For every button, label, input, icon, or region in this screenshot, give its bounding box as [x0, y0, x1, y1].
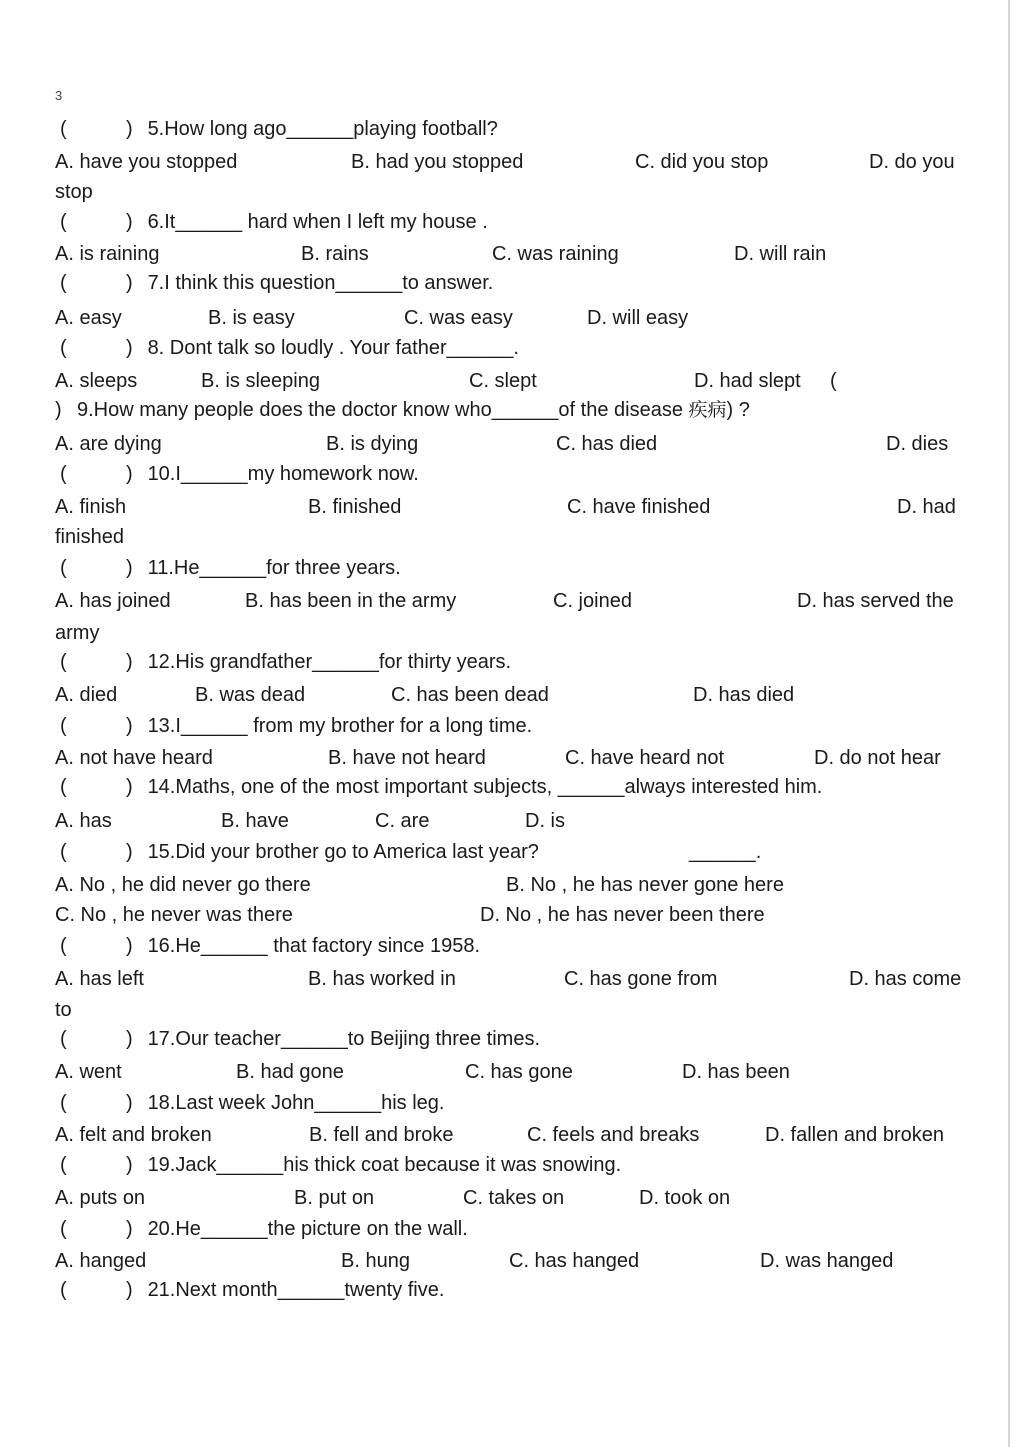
- answer-paren-close: ): [126, 935, 133, 957]
- answer-paren-close: ): [126, 651, 133, 673]
- option-a: A. has left: [55, 968, 144, 990]
- option-d: D. do you: [869, 151, 955, 173]
- option-a: A. puts on: [55, 1187, 146, 1209]
- option-c: C. did you stop: [635, 151, 769, 173]
- option-b: B. is dying: [326, 433, 419, 455]
- question-21: [60, 1278, 444, 1302]
- option-c: C. has hanged: [509, 1250, 640, 1272]
- answer-paren-close: ): [126, 1218, 133, 1240]
- answer-paren-open: (: [60, 715, 67, 737]
- option-d: D. No , he has never been there: [480, 904, 765, 926]
- question-16: [60, 934, 480, 958]
- option-a: A. hanged: [55, 1250, 147, 1272]
- option-c: C. takes on: [463, 1187, 565, 1209]
- option-c: C. has been dead: [391, 684, 549, 706]
- question-stem: 9.How many people does the doctor know who______of the disease: [77, 399, 689, 421]
- options-15-cd: [55, 903, 985, 927]
- options-14: [55, 809, 985, 833]
- question-13: [60, 714, 532, 738]
- option-b: B. is sleeping: [201, 370, 320, 392]
- option-d: D. took on: [639, 1187, 731, 1209]
- answer-paren-open: (: [60, 841, 67, 863]
- options-13: [55, 746, 985, 770]
- option-d-continuation: army: [55, 622, 100, 644]
- question-10: [60, 462, 419, 486]
- option-d: D. is: [525, 810, 565, 832]
- option-d: D. will rain: [734, 243, 827, 265]
- answer-paren-close: ): [126, 1028, 133, 1050]
- option-b: B. finished: [308, 496, 402, 518]
- answer-paren-open: (: [60, 1218, 67, 1240]
- answer-paren-close: ): [126, 841, 133, 863]
- options-18: [55, 1123, 985, 1147]
- option-d: D. had: [897, 496, 956, 518]
- option-d: D. fallen and broken: [765, 1124, 945, 1146]
- question-stem: 17.Our teacher______to Beijing three times.: [147, 1028, 541, 1050]
- question-11: [60, 556, 401, 580]
- option-a: A. have you stopped: [55, 151, 238, 173]
- option-c: C. have finished: [567, 496, 711, 518]
- option-b: B. have: [221, 810, 289, 832]
- options-17: [55, 1060, 985, 1084]
- question-stem: 5.How long ago______playing football?: [147, 118, 498, 140]
- option-a: A. went: [55, 1061, 122, 1083]
- question-19: [60, 1153, 621, 1177]
- option-d-continuation: finished: [55, 526, 124, 548]
- option-c: C. was raining: [492, 243, 619, 265]
- question-12: [60, 650, 511, 674]
- question-stem: 7.I think this question______to answer.: [147, 272, 494, 294]
- question-8: [60, 336, 519, 360]
- options-16: [55, 967, 985, 991]
- option-b: B. have not heard: [328, 747, 486, 769]
- option-a: A. finish: [55, 496, 127, 518]
- question-14: [60, 775, 822, 799]
- answer-paren-open: (: [60, 118, 67, 140]
- answer-paren-open: (: [60, 557, 67, 579]
- question-stem: 18.Last week John______his leg.: [147, 1092, 445, 1114]
- option-a: A. not have heard: [55, 747, 213, 769]
- question-stem: 20.He______the picture on the wall.: [147, 1218, 468, 1240]
- option-d: D. has died: [693, 684, 795, 706]
- answer-paren-open: (: [60, 1154, 67, 1176]
- option-d: D. has come: [849, 968, 962, 990]
- answer-paren-close: ): [126, 337, 133, 359]
- option-a: A. easy: [55, 307, 122, 329]
- answer-blank: ______.: [689, 841, 762, 863]
- answer-paren-close: ): [126, 715, 133, 737]
- option-c: C. was easy: [404, 307, 513, 329]
- option-b: B. is easy: [208, 307, 295, 329]
- answer-paren-close: ): [126, 1279, 133, 1301]
- question-15: [60, 840, 780, 864]
- question-stem: 13.I______ from my brother for a long time.: [147, 715, 533, 737]
- option-a: A. died: [55, 684, 118, 706]
- option-d: D. will easy: [587, 307, 689, 329]
- question-stem: 14.Maths, one of the most important subjects, ______always interested him.: [147, 776, 823, 798]
- chinese-gloss: 疾病: [688, 399, 727, 421]
- answer-paren-close: ): [126, 776, 133, 798]
- answer-paren-open: (: [60, 211, 67, 233]
- question-9: [55, 398, 750, 422]
- option-d: D. has been: [682, 1061, 790, 1083]
- answer-paren-close: ): [126, 557, 133, 579]
- question-stem: 15.Did your brother go to America last year?: [147, 841, 539, 863]
- options-20: [55, 1249, 985, 1273]
- option-c: C. joined: [553, 590, 632, 612]
- answer-paren-close: ): [126, 272, 133, 294]
- options-5: [55, 150, 985, 174]
- answer-paren-open: (: [60, 651, 67, 673]
- answer-paren-open: (: [60, 272, 67, 294]
- option-d-continuation: to: [55, 999, 72, 1021]
- question-17: [60, 1027, 540, 1051]
- option-b: B. was dead: [195, 684, 306, 706]
- option-d: D. has served the: [797, 590, 954, 612]
- options-19: [55, 1186, 985, 1210]
- question-18: [60, 1091, 444, 1115]
- answer-paren-close: ): [55, 399, 62, 421]
- page-number: 3: [55, 88, 63, 103]
- option-b: B. rains: [301, 243, 369, 265]
- option-a: A. No , he did never go there: [55, 874, 311, 896]
- option-c: C. No , he never was there: [55, 904, 293, 926]
- options-12: [55, 683, 985, 707]
- question-stem: 12.His grandfather______for thirty years.: [147, 651, 512, 673]
- option-b: B. hung: [341, 1250, 410, 1272]
- question-6: [60, 210, 488, 234]
- answer-paren-open: (: [60, 463, 67, 485]
- answer-paren-open: (: [60, 776, 67, 798]
- option-c: C. has died: [556, 433, 658, 455]
- option-c: C. feels and breaks: [527, 1124, 700, 1146]
- question-stem: 10.I______my homework now.: [147, 463, 419, 485]
- answer-paren-close: ): [126, 1154, 133, 1176]
- answer-paren-open: (: [60, 935, 67, 957]
- options-11: [55, 589, 985, 613]
- option-c: C. are: [375, 810, 430, 832]
- answer-paren-open: (: [60, 337, 67, 359]
- question-stem-end: ) ?: [726, 399, 750, 421]
- option-a: A. sleeps: [55, 370, 138, 392]
- question-stem: 8. Dont talk so loudly . Your father______.: [147, 337, 519, 359]
- answer-paren-open: (: [830, 370, 837, 392]
- options-8: [55, 369, 985, 393]
- option-b: B. has worked in: [308, 968, 456, 990]
- option-d: D. was hanged: [760, 1250, 894, 1272]
- answer-paren-open: (: [60, 1092, 67, 1114]
- options-15-ab: [55, 873, 985, 897]
- option-b: B. fell and broke: [309, 1124, 454, 1146]
- option-c: C. have heard not: [565, 747, 724, 769]
- answer-paren-close: ): [126, 211, 133, 233]
- answer-paren-close: ): [126, 463, 133, 485]
- option-b: B. had gone: [236, 1061, 344, 1083]
- answer-paren-close: ): [126, 118, 133, 140]
- option-b: B. has been in the army: [245, 590, 457, 612]
- option-b: B. had you stopped: [351, 151, 524, 173]
- option-d-continuation: stop: [55, 181, 93, 203]
- option-a: A. has: [55, 810, 112, 832]
- answer-paren-open: (: [60, 1279, 67, 1301]
- option-d: D. dies: [886, 433, 949, 455]
- options-10: [55, 495, 985, 519]
- option-a: A. are dying: [55, 433, 162, 455]
- answer-paren-open: (: [60, 1028, 67, 1050]
- question-20: [60, 1217, 468, 1241]
- options-6: [55, 242, 985, 266]
- option-d: D. do not hear: [814, 747, 941, 769]
- option-a: A. is raining: [55, 243, 160, 265]
- option-b: B. No , he has never gone here: [506, 874, 784, 896]
- options-9: [55, 432, 985, 456]
- question-stem: 19.Jack______his thick coat because it was snowing.: [147, 1154, 622, 1176]
- option-c: C. slept: [469, 370, 537, 392]
- option-c: C. has gone: [465, 1061, 573, 1083]
- question-stem: 11.He______for three years.: [147, 557, 401, 579]
- options-7: [55, 306, 985, 330]
- option-d: D. had slept: [694, 370, 801, 392]
- option-a: A. felt and broken: [55, 1124, 212, 1146]
- page-edge: [1008, 0, 1010, 1447]
- question-stem: 6.It______ hard when I left my house .: [147, 211, 488, 233]
- question-5: [60, 117, 498, 141]
- question-stem: 16.He______ that factory since 1958.: [147, 935, 481, 957]
- option-c: C. has gone from: [564, 968, 718, 990]
- option-a: A. has joined: [55, 590, 171, 612]
- option-b: B. put on: [294, 1187, 375, 1209]
- answer-paren-close: ): [126, 1092, 133, 1114]
- question-stem: 21.Next month______twenty five.: [147, 1279, 445, 1301]
- question-7: [60, 271, 493, 295]
